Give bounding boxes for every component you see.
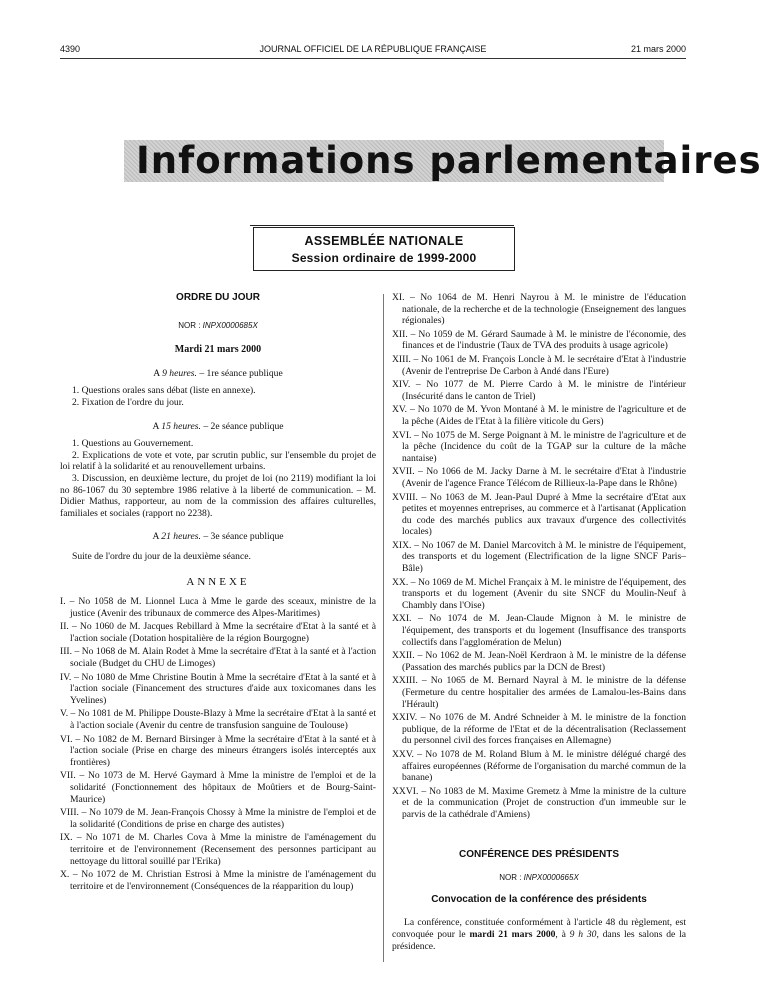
conference-paragraph: La conférence, constituée conformément à l'article 48 du règlement, est convoquée pour le mardi 21 mars 2000, à 9 h 30, dans les salons de la présidence. — [392, 917, 686, 952]
conference-title: CONFÉRENCE DES PRÉSIDENTS — [458, 848, 620, 860]
left-column — [60, 292, 376, 894]
question-item: XVIII. – No 1063 de M. Jean-Paul Dupré à Mme la secrétaire d'Etat aux petites et moyennes entreprises, au commerce et à l'artisanat (Application du code des marchés publics aux travaux d'urgence des collectivités locales) — [392, 491, 686, 538]
question-item: VII. – No 1073 de M. Hervé Gaymard à Mme la ministre de l'emploi et de la solidarité (Fonctionnement des hôpitaux de Moûtiers et de Bourg-Saint-Maurice) — [60, 770, 376, 805]
seance-2-heading: A 15 heures. – 2e séance publique — [152, 420, 284, 432]
question-item: XXIV. – No 1076 de M. André Schneider à M. le ministre de la fonction publique, de la réforme de l'Etat et de la décentralisation (Reclassement du personnel civil des forces françaises en Allemagne) — [392, 712, 686, 747]
seance-3-items — [60, 551, 376, 563]
seance-1-heading: A 9 heures. – 1re séance publique — [153, 367, 283, 379]
right-column — [392, 292, 686, 952]
running-header — [60, 44, 686, 58]
session-name: Session ordinaire de 1999-2000 — [291, 251, 477, 265]
question-item: II. – No 1060 de M. Jacques Rebillard à Mme la secrétaire d'Etat à la santé et à l'action sociale (Dotation hospitalière de la région Bourgogne) — [60, 621, 376, 644]
agenda-item: 2. Explications de vote et vote, par scrutin public, sur l'ensemble du projet de loi relatif à la solidarité et au renouvellement urbains. — [60, 449, 376, 473]
issue-date: 21 mars 2000 — [630, 44, 686, 54]
question-item: XX. – No 1069 de M. Michel Françaix à M. le ministre de l'équipement, des transports et du logement (Avenir du site SNCF du Moulin-Neuf à Chambly dans l'Oise) — [392, 576, 686, 611]
agenda-item: 2. Fixation de l'ordre du jour. — [72, 396, 184, 408]
sitting-day: Mardi 21 mars 2000 — [174, 344, 262, 356]
agenda-item: 3. Discussion, en deuxième lecture, du projet de loi (no 2119) modifiant la loi no 86-1067 du 30 septembre 1986 relative à la liberté de communication. – M. Didier Mathus, rapporteur, au nom de la commission des affaires culturelles, familiales et sociales (rapport no 2238). — [60, 472, 376, 519]
annexe-list-right — [392, 292, 686, 821]
seance-2-items — [60, 438, 376, 519]
section-banner — [124, 139, 762, 182]
annexe-title: ANNEXE — [186, 575, 250, 588]
conference-nor-reference: NOR : INPX0000665X — [499, 873, 579, 883]
agenda-item: 1. Questions orales sans débat (liste en annexe). — [72, 385, 256, 397]
question-item: XII. – No 1059 de M. Gérard Saumade à M. le ministre de l'économie, des finances et de l'industrie (Taux de TVA des produits à usage agricole) — [392, 328, 686, 352]
conference-subtitle: Convocation de la conférence des présidents — [431, 893, 647, 905]
question-item: XI. – No 1064 de M. Henri Nayrou à M. le ministre de l'éducation nationale, de la recherche et de la technologie (Enseignement des langues régionales) — [392, 292, 686, 327]
seance-3-heading: A 21 heures. – 3e séance publique — [152, 531, 284, 543]
question-item: VI. – No 1082 de M. Bernard Birsinger à Mme la secrétaire d'Etat à la santé et à l'action sociale (Prise en charge des mineurs étrangers isolés interceptés aux frontières) — [60, 733, 376, 768]
question-item: I. – No 1058 de M. Lionnel Luca à Mme le garde des sceaux, ministre de la justice (Avenir des tribunaux de commerce des Alpes-Maritimes) — [60, 596, 376, 619]
agenda-item: Suite de l'ordre du jour de la deuxième séance. — [72, 550, 251, 562]
ordre-du-jour-title: ORDRE DU JOUR — [176, 292, 260, 303]
question-item: XXIII. – No 1065 de M. Bernard Nayral à M. le ministre de la défense (Fermeture du centre hospitalier des armées de Lamalou-les-Bains dans l'Hérault) — [392, 675, 686, 710]
conference-nor-code: INPX0000665X — [523, 873, 579, 883]
question-item: XIV. – No 1077 de M. Pierre Cardo à M. le ministre de l'intérieur (Insécurité dans le canton de Triel) — [392, 379, 686, 402]
question-item: V. – No 1081 de M. Philippe Douste-Blazy à Mme la secrétaire d'Etat à la santé et à l'action sociale (Avenir du centre de transfusion sanguine de Toulouse) — [60, 708, 376, 732]
assembly-name: ASSEMBLÉE NATIONALE — [304, 234, 464, 248]
question-item: XIII. – No 1061 de M. François Loncle à M. le secrétaire d'Etat à l'industrie (Avenir de l'entreprise De Carbon à Andé dans l'Eure) — [392, 353, 686, 377]
question-item: XXV. – No 1078 de M. Roland Blum à M. le ministre délégué chargé des affaires européennes (Réforme de l'organisation du marché commun de la banane) — [392, 748, 686, 784]
question-item: XIX. – No 1067 de M. Daniel Marcovitch à M. le ministre de l'équipement, des transports et du logement (Electrification de la ligne SNCF Paris–Bâle) — [392, 539, 686, 575]
column-divider — [383, 294, 384, 962]
seance-1-items — [60, 385, 376, 408]
agenda-item: 1. Questions au Gouvernement. — [72, 438, 194, 450]
question-item: IV. – No 1080 de Mme Christine Boutin à Mme la secrétaire d'Etat à la santé et à l'action sociale (Financement des structures d'aide aux toxicomanes dans les Yvelines) — [60, 671, 376, 706]
question-item: XXI. – No 1074 de M. Jean-Claude Mignon à M. le ministre de l'équipement, des transports et du logement (Insuffisance des transports collectifs dans l'agglomération de Melun) — [392, 613, 686, 648]
annexe-list-left — [60, 596, 376, 892]
question-item: IX. – No 1071 de M. Charles Cova à Mme la ministre de l'aménagement du territoire et de l'environnement (Recensement des personnes participant au nettoyage du littoral souillé par l'Erika) — [60, 832, 376, 867]
question-item: III. – No 1068 de M. Alain Rodet à Mme la secrétaire d'Etat à la santé et à l'action sociale (Budget du CHU de Limoges) — [60, 646, 376, 670]
question-item: XXVI. – No 1083 de M. Maxime Gremetz à Mme la ministre de la culture et de la communication (Projet de construction d'un immeuble sur le parvis de la cathédrale d'Amiens) — [392, 785, 686, 820]
journal-title: JOURNAL OFFICIEL DE LA RÉPUBLIQUE FRANÇAISE — [259, 44, 487, 54]
nor-reference: NOR : INPX0000685X — [178, 320, 258, 330]
header-rule — [60, 58, 686, 59]
banner-title: Informations parlementaires — [136, 139, 762, 182]
question-item: XVI. – No 1075 de M. Serge Poignant à M. le ministre de l'agriculture et de la pêche (Incidence du coût de la TGAP sur la culture de la mâche nantaise) — [392, 429, 686, 464]
question-item: XXII. – No 1062 de M. Jean-Noël Kerdraon à M. le ministre de la défense (Passation des marchés publics par la DCN de Brest) — [392, 650, 686, 673]
question-item: XV. – No 1070 de M. Yvon Montané à M. le ministre de l'agriculture et de la pêche (Aides de l'Etat à la filière viticole du Gers) — [392, 404, 686, 427]
nor-code: INPX0000685X — [202, 320, 258, 330]
page-number: 4390 — [60, 44, 81, 54]
question-item: VIII. – No 1079 de M. Jean-François Chossy à Mme la ministre de l'emploi et de la solidarité (Conditions de prise en charge des autistes) — [60, 807, 376, 830]
question-item: XVII. – No 1066 de M. Jacky Darne à M. le secrétaire d'Etat à l'industrie (Avenir de l'agence France Télécom de Rillieux-la-Pape dans le Rhône) — [392, 466, 686, 489]
question-item: X. – No 1072 de M. Christian Estrosi à Mme la ministre de l'aménagement du territoire et de l'environnement (Conséquences de la réapparition du loup) — [60, 869, 376, 892]
session-box — [253, 227, 515, 271]
